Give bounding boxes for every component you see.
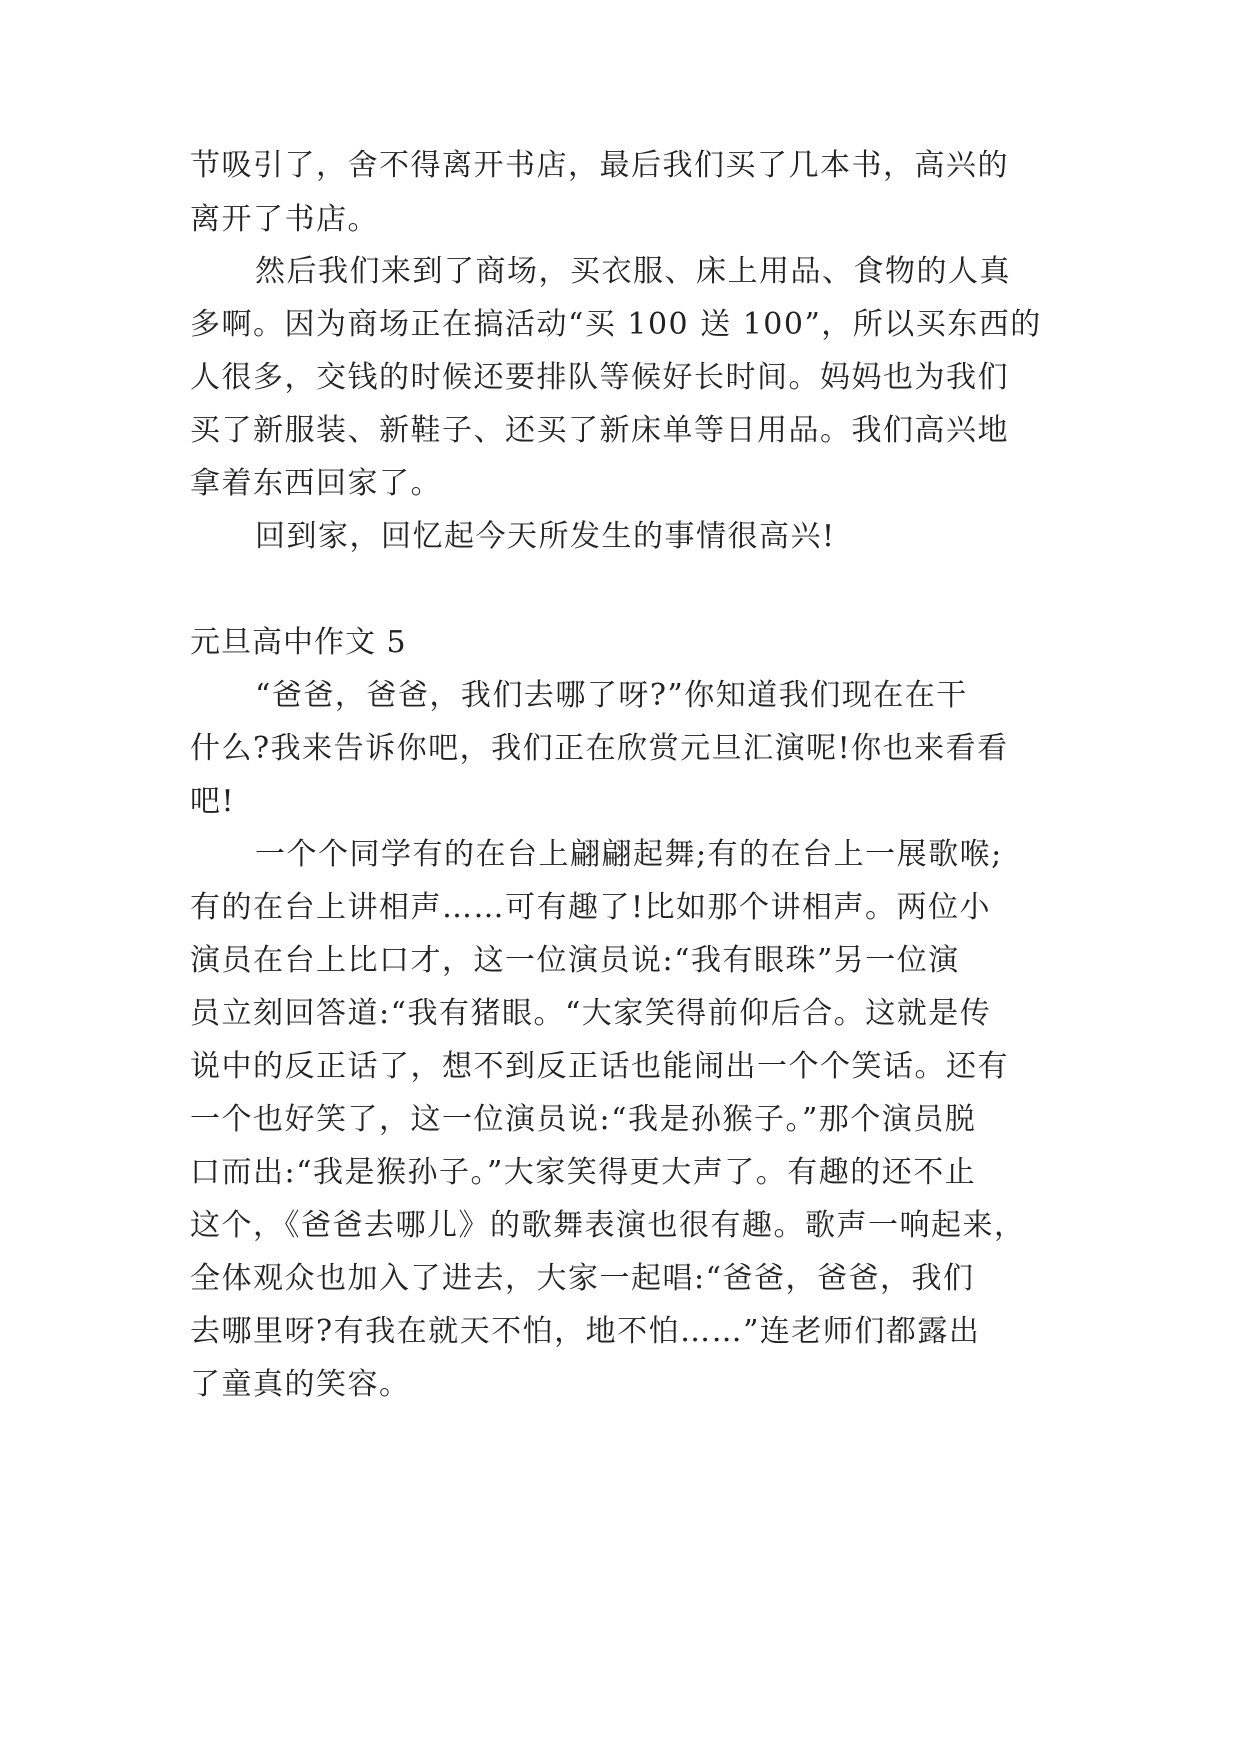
paragraph-line: 口而出:“我是猴孙子。”大家笑得更大声了。有趣的还不止 bbox=[190, 1155, 977, 1190]
paragraph-line: 吧! bbox=[190, 784, 236, 819]
paragraph-line: 说中的反正话了，想不到反正话也能闹出一个个笑话。还有 bbox=[190, 1049, 1009, 1084]
paragraph-line: “爸爸，爸爸，我们去哪了呀?”你知道我们现在在干 bbox=[255, 678, 968, 713]
paragraph-line: 然后我们来到了商场，买衣服、床上用品、食物的人真 bbox=[255, 254, 1011, 289]
paragraph-line: 离开了书店。 bbox=[190, 202, 379, 237]
paragraph-line: 演员在台上比口才，这一位演员说:“我有眼珠”另一位演 bbox=[190, 943, 960, 978]
section-heading: 元旦高中作文 5 bbox=[190, 625, 407, 660]
paragraph-line: 这个，《爸爸去哪儿》的歌舞表演也很有趣。歌声一响起来， bbox=[190, 1208, 1026, 1243]
paragraph-line: 了童真的笑容。 bbox=[190, 1367, 411, 1402]
paragraph-line: 买了新服装、新鞋子、还买了新床单等日用品。我们高兴地 bbox=[190, 413, 1009, 448]
paragraph-line: 全体观众也加入了进去，大家一起唱:“爸爸，爸爸，我们 bbox=[190, 1261, 975, 1296]
paragraph-line: 节吸引了，舍不得离开书店，最后我们买了几本书，高兴的 bbox=[190, 148, 1009, 183]
paragraph-line: 拿着东西回家了。 bbox=[190, 466, 442, 501]
paragraph-line: 有的在台上讲相声……可有趣了!比如那个讲相声。两位小 bbox=[190, 890, 992, 925]
paragraph-line: 去哪里呀?有我在就天不怕，地不怕……”连老师们都露出 bbox=[190, 1314, 981, 1349]
paragraph-line: 一个也好笑了，这一位演员说:“我是孙猴子。”那个演员脱 bbox=[190, 1102, 977, 1137]
paragraph-line: 员立刻回答道:“我有猪眼。“大家笑得前仰后合。这就是传 bbox=[190, 996, 992, 1031]
paragraph-line: 人很多，交钱的时候还要排队等候好长时间。妈妈也为我们 bbox=[190, 360, 1009, 395]
paragraph-line: 多啊。因为商场正在搞活动“买 100 送 100”，所以买东西的 bbox=[190, 307, 1042, 342]
paragraph-line: 回到家，回忆起今天所发生的事情很高兴! bbox=[255, 519, 836, 554]
paragraph-line: 什么?我来告诉你吧，我们正在欣赏元旦汇演呢!你也来看看 bbox=[190, 731, 1009, 766]
paragraph-line: 一个个同学有的在台上翩翩起舞;有的在台上一展歌喉; bbox=[255, 837, 1003, 872]
